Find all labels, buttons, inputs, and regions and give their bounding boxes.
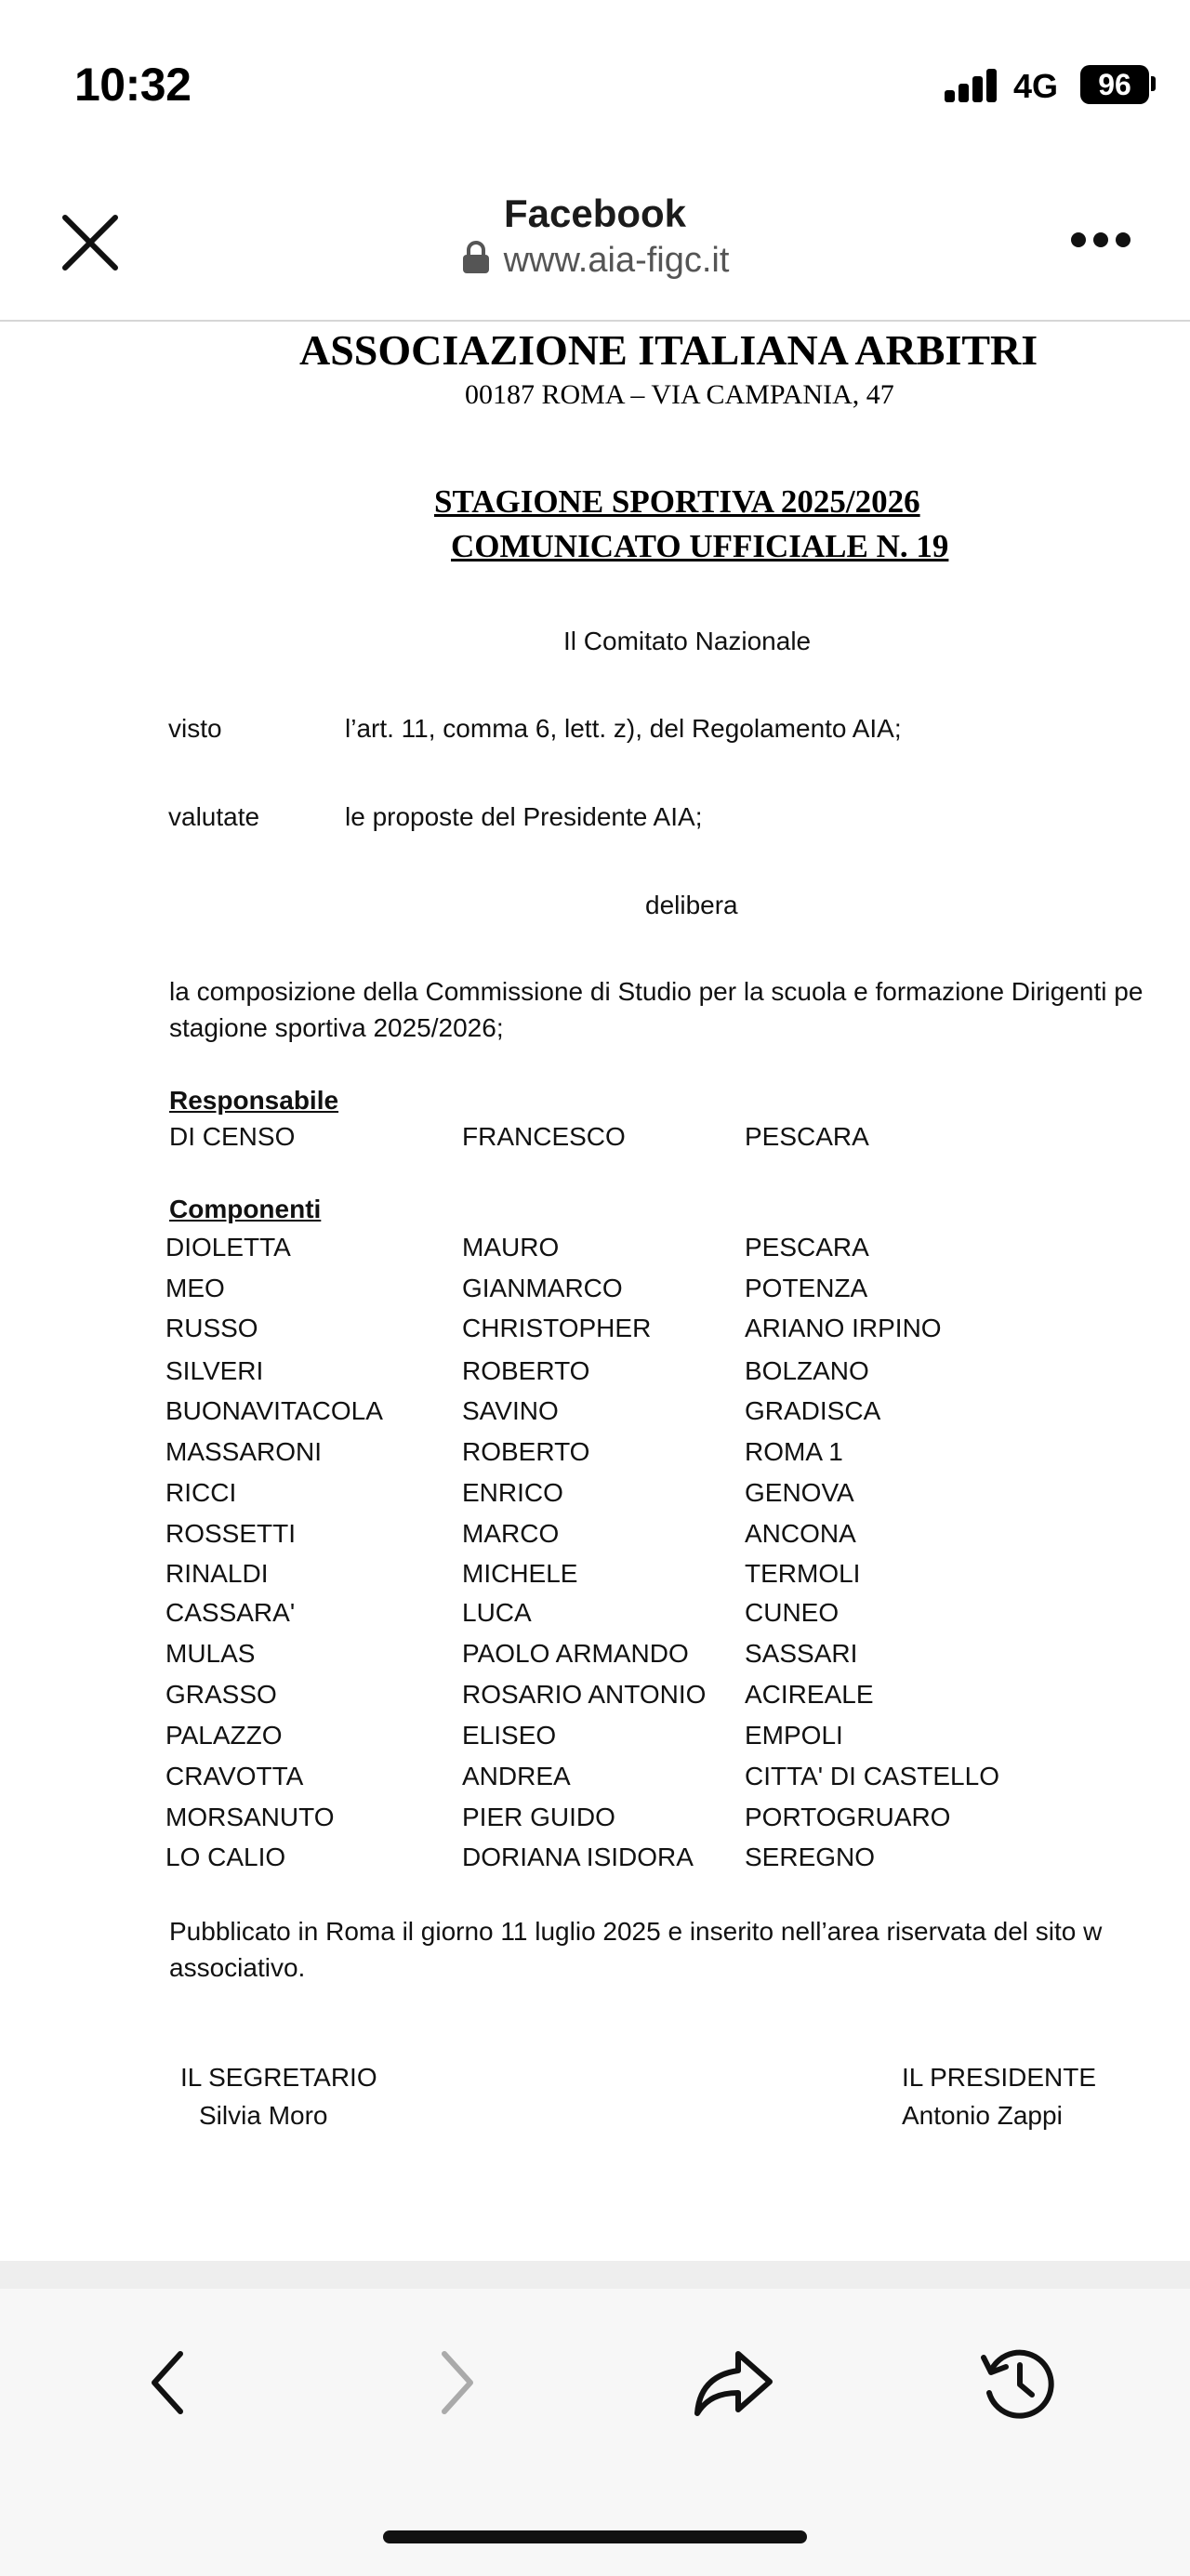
member-surname: MASSARONI [165,1437,323,1466]
more-button[interactable] [1071,232,1130,251]
member-firstname: GIANMARCO [462,1274,623,1302]
member-firstname: ROBERTO [462,1437,590,1466]
home-indicator[interactable] [383,2530,807,2543]
member-section: ACIREALE [745,1680,874,1709]
member-firstname: MICHELE [462,1559,578,1588]
organization-address: 00187 ROMA – VIA CAMPANIA, 47 [465,379,894,410]
visto-label: visto [168,714,222,743]
member-firstname: DORIANA ISIDORA [462,1843,694,1871]
responsabile-surname: DI CENSO [169,1122,296,1151]
member-section: BOLZANO [745,1356,869,1385]
member-section: CITTA' DI CASTELLO [745,1762,999,1790]
member-section: EMPOLI [745,1721,843,1750]
member-firstname: ROBERTO [462,1356,590,1385]
member-surname: ROSSETTI [165,1519,297,1548]
member-section: SASSARI [745,1639,858,1668]
member-section: TERMOLI [745,1559,861,1588]
signal-icon [945,69,998,102]
forward-icon [418,2343,493,2423]
member-firstname: MARCO [462,1519,560,1548]
member-section: GRADISCA [745,1396,881,1425]
back-button[interactable] [132,2343,206,2423]
battery-icon: 96 [1080,65,1149,104]
member-section: POTENZA [745,1274,868,1302]
member-firstname: ELISEO [462,1721,557,1750]
member-firstname: MAURO [462,1233,560,1262]
responsabile-section: PESCARA [745,1122,869,1151]
member-firstname: LUCA [462,1598,532,1627]
season-title: STAGIONE SPORTIVA 2025/2026 [434,483,920,520]
member-section: SEREGNO [745,1843,876,1871]
secretary-title: IL SEGRETARIO [180,2063,377,2092]
visto-text: l’art. 11, comma 6, lett. z), del Regolamento AIA; [345,714,902,743]
battery-tip [1151,76,1156,91]
history-icon [978,2343,1058,2423]
composition-text-line2: stagione sportiva 2025/2026; [169,1013,504,1042]
responsabile-heading: Responsabile [169,1086,339,1115]
member-section: GENOVA [745,1478,854,1507]
responsabile-firstname: FRANCESCO [462,1122,626,1151]
more-icon [1071,232,1086,247]
member-firstname: SAVINO [462,1396,559,1425]
member-surname: RICCI [165,1478,237,1507]
member-surname: RINALDI [165,1559,269,1588]
committee-line: Il Comitato Nazionale [563,627,812,655]
member-firstname: PIER GUIDO [462,1803,615,1831]
url-text: www.aia-figc.it [503,241,730,280]
secretary-name: Silvia Moro [199,2101,328,2130]
president-name: Antonio Zappi [902,2101,1063,2130]
composition-text-line1: la composizione della Commissione di Studio per la scuola e formazione Dirigenti pe [169,977,1144,1006]
organization-name: ASSOCIAZIONE ITALIANA ARBITRI [299,326,1038,374]
member-section: ARIANO IRPINO [745,1314,942,1342]
valutate-text: le proposte del Presidente AIA; [345,802,703,831]
member-surname: MEO [165,1274,225,1302]
page-title: Facebook [503,192,687,235]
member-firstname: ENRICO [462,1478,563,1507]
member-section: PORTOGRUARO [745,1803,951,1831]
member-surname: PALAZZO [165,1721,283,1750]
member-section: PESCARA [745,1233,869,1262]
history-button[interactable] [978,2343,1058,2423]
member-surname: BUONAVITACOLA [165,1396,383,1425]
president-title: IL PRESIDENTE [902,2063,1097,2092]
member-surname: CASSARA' [165,1598,296,1627]
member-firstname: ANDREA [462,1762,571,1790]
publication-text-line1: Pubblicato in Roma il giorno 11 luglio 2025 e inserito nell’area riservata del sito w [169,1917,1103,1946]
member-firstname: PAOLO ARMANDO [462,1639,689,1668]
share-button[interactable] [692,2343,775,2423]
delibera-line: delibera [645,891,738,919]
member-section: ROMA 1 [745,1437,843,1466]
member-firstname: CHRISTOPHER [462,1314,652,1342]
member-surname: GRASSO [165,1680,277,1709]
communique-title: COMUNICATO UFFICIALE N. 19 [451,528,949,564]
member-surname: DIOLETTA [165,1233,291,1262]
forward-button[interactable] [418,2343,493,2423]
network-type: 4G [1013,67,1059,105]
member-surname: SILVERI [165,1356,264,1385]
member-section: CUNEO [745,1598,840,1627]
componenti-heading: Componenti [169,1195,322,1223]
url-bar[interactable] [0,240,1190,281]
toolbar-separator [0,2261,1190,2289]
member-surname: RUSSO [165,1314,258,1342]
member-firstname: ROSARIO ANTONIO [462,1680,707,1709]
member-surname: MULAS [165,1639,256,1668]
member-surname: LO CALIO [165,1843,286,1871]
valutate-label: valutate [168,802,260,831]
member-surname: CRAVOTTA [165,1762,304,1790]
back-icon [132,2343,206,2423]
share-icon [692,2343,775,2423]
lock-icon [461,240,491,275]
member-section: ANCONA [745,1519,856,1548]
status-time: 10:32 [74,59,192,111]
header-divider [0,320,1190,322]
publication-text-line2: associativo. [169,1953,306,1982]
member-surname: MORSANUTO [165,1803,335,1831]
